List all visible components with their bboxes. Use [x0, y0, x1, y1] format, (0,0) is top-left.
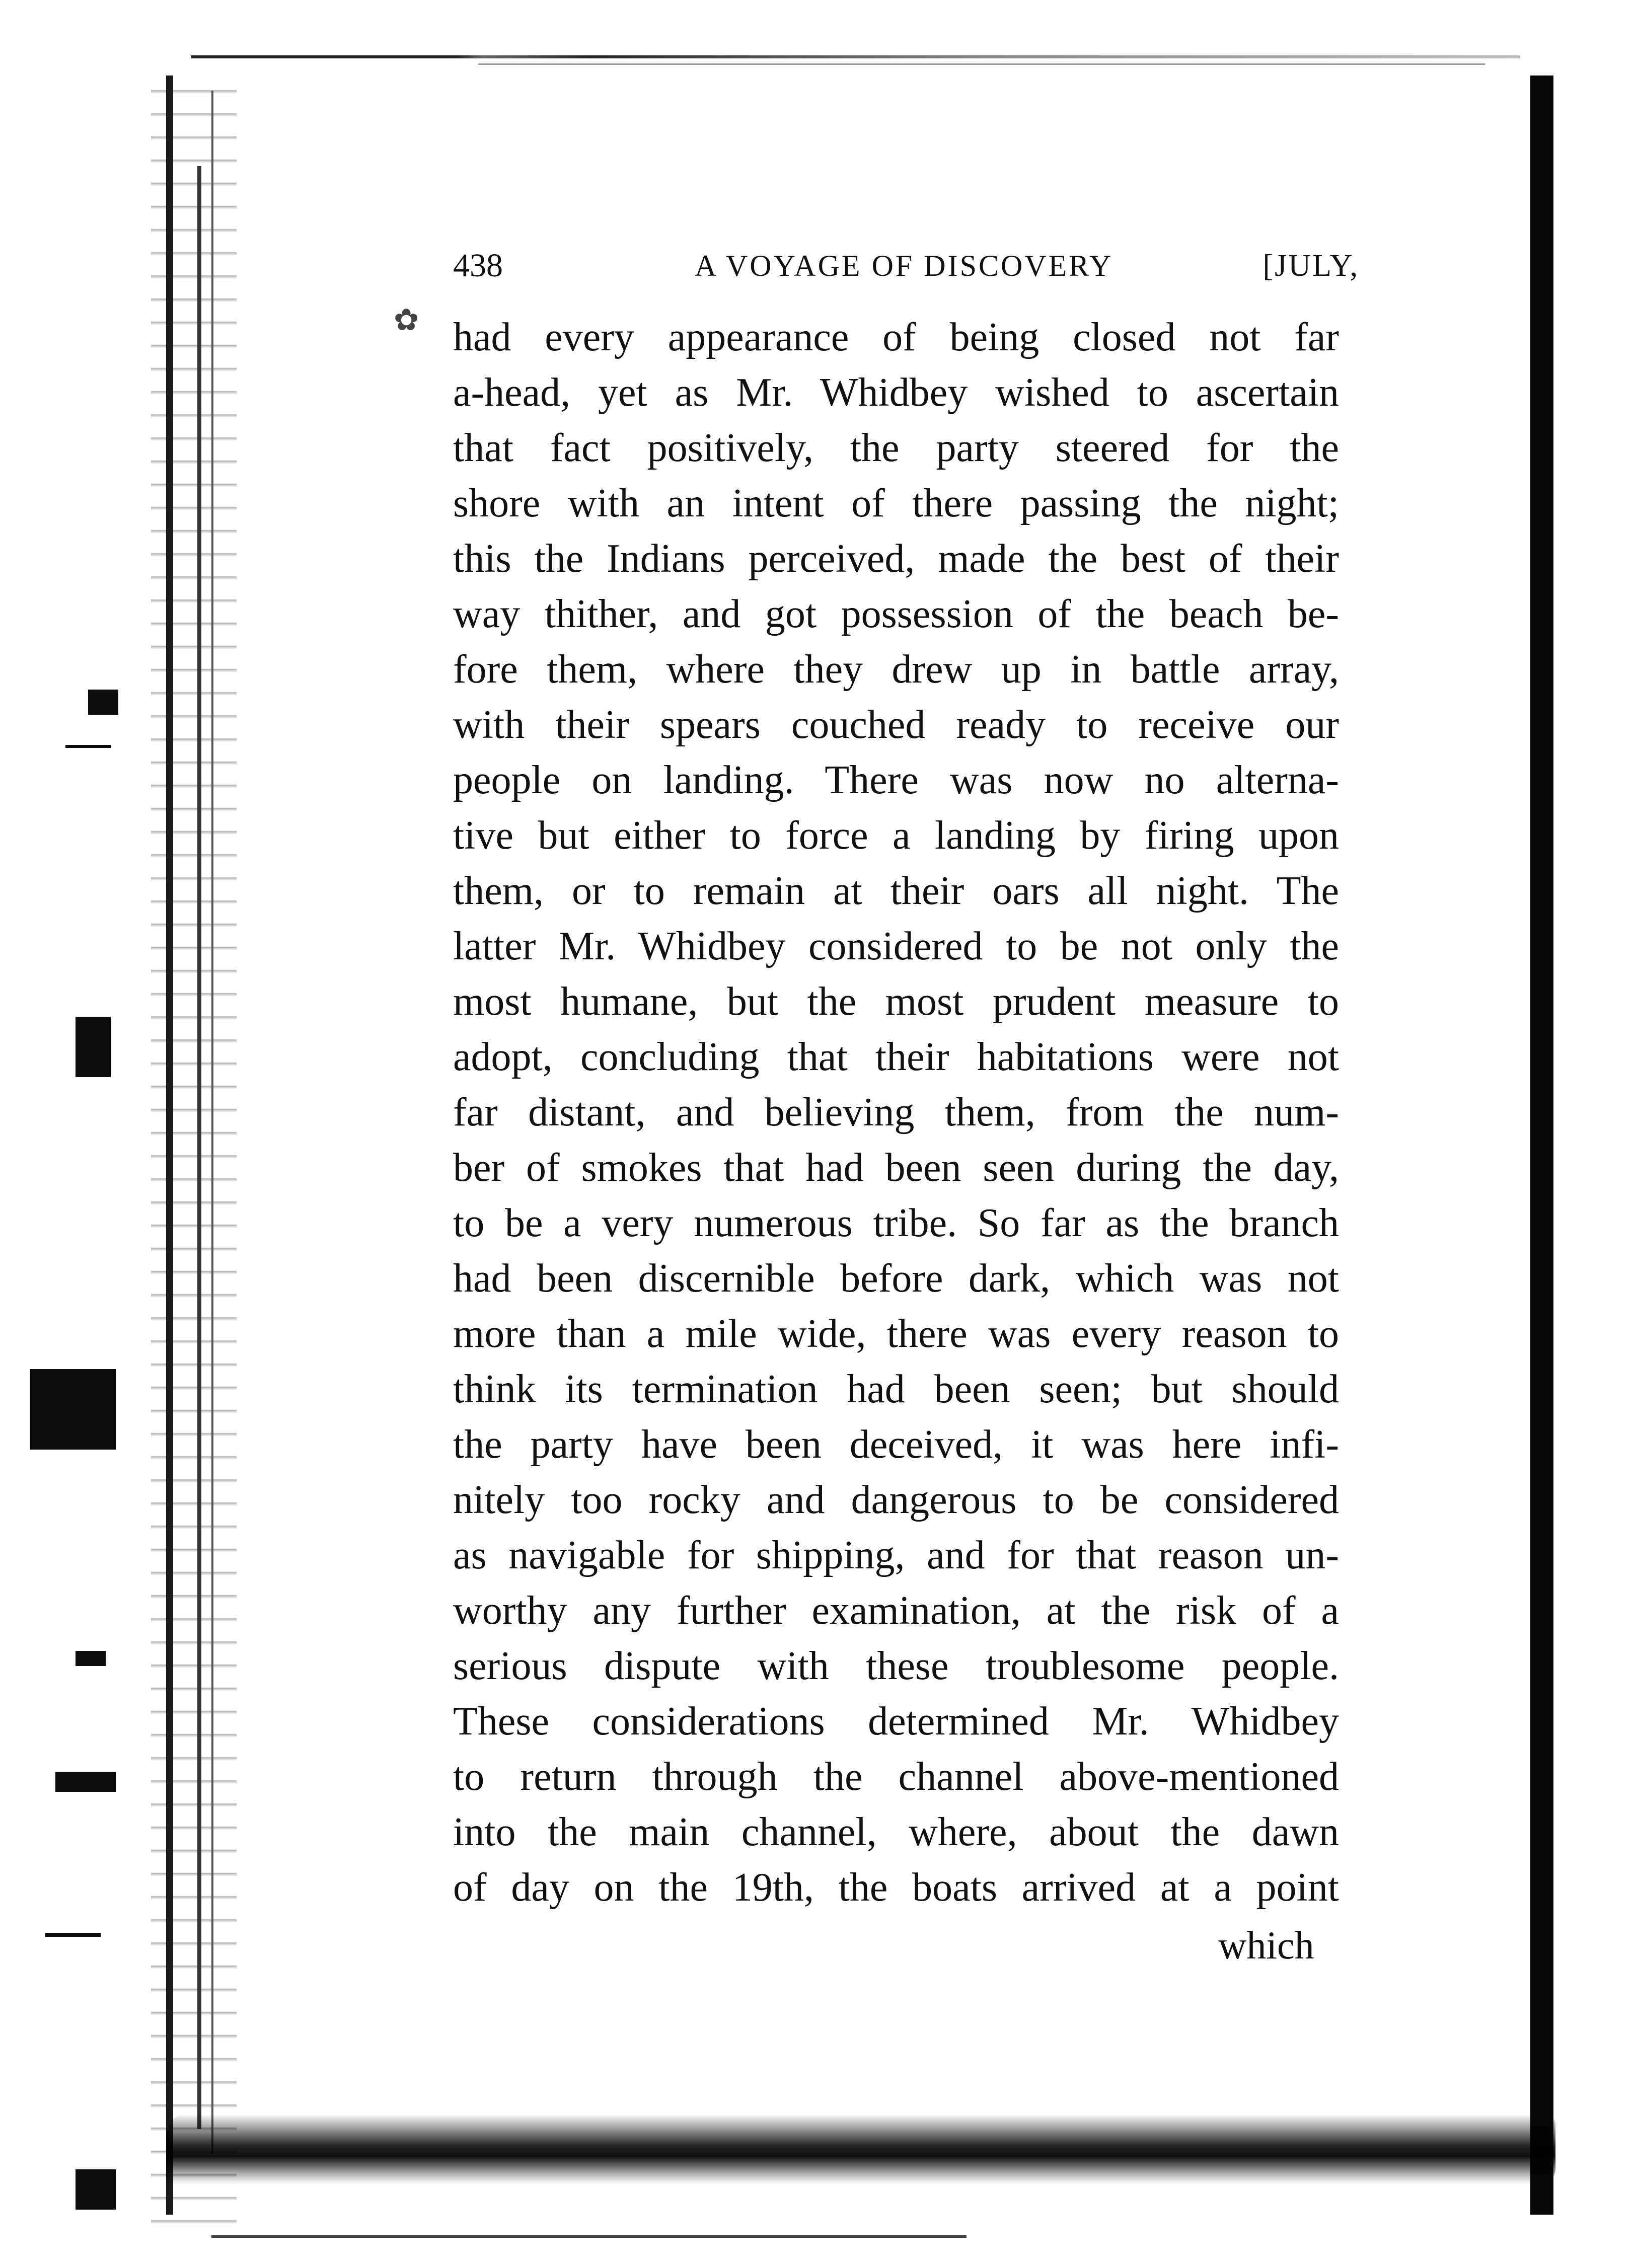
- book-spine-shadow: [151, 70, 237, 2235]
- text-line: as navigable for shipping, and for that reason un-: [453, 1533, 1339, 1577]
- text-line: These considerations determined Mr. Whidbey: [453, 1699, 1339, 1744]
- scan-edge-mark: [88, 690, 118, 715]
- ink-blot-ornament: ✿: [394, 304, 419, 337]
- scan-edge-mark: [30, 1369, 116, 1450]
- scan-edge-mark: [76, 2169, 116, 2210]
- text-line: this the Indians perceived, made the best of their: [453, 537, 1339, 581]
- text-line: fore them, where they drew up in battle array,: [453, 647, 1339, 692]
- text-line: tive but either to force a landing by firing upon: [453, 813, 1339, 858]
- scan-top-edge-faint: [478, 63, 1485, 65]
- running-head-title: A VOYAGE OF DISCOVERY: [695, 249, 1113, 282]
- text-line: adopt, concluding that their habitations were not: [453, 1035, 1339, 1079]
- scan-edge-mark: [55, 1772, 116, 1792]
- running-head: [453, 246, 1359, 286]
- text-line: to return through the channel above-mentioned: [453, 1755, 1339, 1799]
- text-line: had every appearance of being closed not far: [453, 315, 1339, 359]
- page-number: 438: [453, 247, 503, 284]
- text-line: ber of smokes that had been seen during the day,: [453, 1146, 1339, 1190]
- catchword: which: [1218, 1923, 1314, 1967]
- text-line: shore with an intent of there passing the night;: [453, 481, 1339, 525]
- scan-edge-mark: [76, 1651, 106, 1666]
- scan-bottom-shadow: [166, 2114, 1555, 2184]
- scan-top-edge: [191, 55, 1520, 58]
- text-line: a-head, yet as Mr. Whidbey wished to ascertain: [453, 370, 1339, 415]
- text-line: most humane, but the most prudent measure to: [453, 979, 1339, 1024]
- text-line: of day on the 19th, the boats arrived at a point: [453, 1865, 1339, 1910]
- text-line: serious dispute with these troublesome people.: [453, 1644, 1339, 1688]
- spine-edge-line: [166, 75, 173, 2215]
- scan-edge-mark: [65, 745, 111, 748]
- text-line: way thither, and got possession of the beach be-: [453, 592, 1339, 636]
- text-line: had been discernible before dark, which was not: [453, 1256, 1339, 1301]
- text-line: with their spears couched ready to receive our: [453, 703, 1339, 747]
- spine-edge-line: [197, 166, 201, 2129]
- scan-right-border: [1530, 75, 1553, 2215]
- text-line: more than a mile wide, there was every reason to: [453, 1312, 1339, 1356]
- text-line: the party have been deceived, it was here infi-: [453, 1422, 1339, 1467]
- text-line: far distant, and believing them, from the num-: [453, 1090, 1339, 1135]
- text-line: them, or to remain at their oars all night. The: [453, 869, 1339, 913]
- text-line: people on landing. There was now no alterna-: [453, 758, 1339, 802]
- text-line: into the main channel, where, about the dawn: [453, 1810, 1339, 1854]
- text-line: think its termination had been seen; but should: [453, 1367, 1339, 1411]
- spine-edge-line: [211, 91, 213, 2154]
- scan-edge-mark: [76, 1017, 111, 1077]
- running-head-month: [JULY,: [1262, 249, 1359, 283]
- text-line: latter Mr. Whidbey considered to be not only the: [453, 924, 1339, 968]
- body-paragraph: [453, 310, 1339, 1915]
- scan-edge-mark: [45, 1933, 101, 1937]
- text-line: nitely too rocky and dangerous to be considered: [453, 1478, 1339, 1522]
- scan-bottom-edge: [211, 2235, 967, 2238]
- text-line: worthy any further examination, at the risk of a: [453, 1589, 1339, 1633]
- text-line: to be a very numerous tribe. So far as the branch: [453, 1201, 1339, 1245]
- text-line: that fact positively, the party steered for the: [453, 426, 1339, 470]
